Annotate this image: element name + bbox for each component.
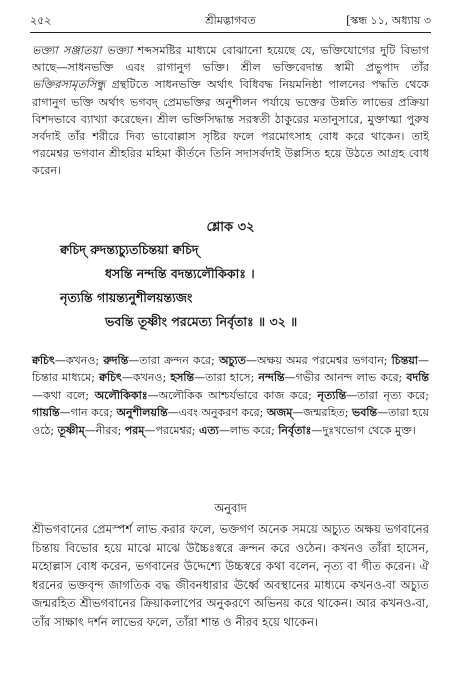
synonyms-block bbox=[32, 352, 429, 439]
synonym-meaning: —গান করে; bbox=[59, 406, 117, 420]
synonym-word: ভবন্তি bbox=[352, 406, 378, 420]
verse-line: ক্বচিদ্ রুদন্ত্যচ্যুতচিন্তয়া ক্বচিদ্ bbox=[60, 242, 199, 257]
header-rule bbox=[30, 32, 431, 33]
synonym-meaning: —পরমেশ্বর; bbox=[144, 423, 200, 437]
synonym-word: অলৌকিকাঃ bbox=[94, 388, 148, 402]
verse-line: ধসন্তি নন্দন্তি বদন্ত্যলৌকিকাঃ । bbox=[105, 266, 255, 281]
synonym-word: অচ্যুত bbox=[219, 354, 246, 367]
synonym-entry bbox=[99, 371, 170, 384]
synonym-meaning: —অক্ষয় অমর পরমেশ্বর ভগবান; bbox=[245, 354, 392, 367]
translation-paragraph bbox=[32, 520, 429, 632]
verse-title: শ্লোক ৩২ bbox=[206, 220, 255, 235]
chapter-reference: [স্কন্ধ ১১, অধ্যায় ৩ bbox=[346, 14, 431, 27]
synonym-entry bbox=[58, 424, 125, 437]
synonym-entry bbox=[117, 406, 267, 419]
synonym-word: পরম্ bbox=[124, 423, 145, 437]
synonym-meaning: —তারা হয়ে ওঠে; bbox=[32, 406, 429, 437]
synonym-entry bbox=[278, 424, 415, 437]
running-title: শ্রীমদ্ভাগবত bbox=[205, 14, 256, 27]
verse-line: ভবন্তি তূষ্ণীং পরমেত্য নির্বৃতাঃ ॥ ৩২ ॥ bbox=[105, 314, 298, 329]
sanskrit-verse bbox=[60, 238, 421, 334]
synonym-word: অজম্ bbox=[266, 406, 293, 420]
synonym-entry bbox=[103, 354, 219, 367]
synonym-meaning: —তারা নৃত্য করে; bbox=[346, 388, 430, 402]
synonym-word: চিন্তয়া bbox=[391, 354, 418, 367]
synonym-meaning: —গভীর আনন্দ লাভ করে; bbox=[284, 371, 407, 385]
synonym-meaning: —এবং অনুকরণ করে; bbox=[167, 406, 267, 420]
synonym-entry bbox=[267, 406, 352, 419]
synonym-meaning: —অলৌকিক আশ্চর্যভাবে কাজ করে; bbox=[147, 388, 318, 402]
synonym-entry bbox=[258, 371, 406, 384]
synonym-word: নন্দন্তি bbox=[258, 371, 285, 385]
purport-text-1: শব্দসমষ্টির মাধ্যমে বোঝানো হয়েছে যে, ভক্তিযোগের দুটি বিভাগ আছে—সাধনভক্তি এবং রাগানুগ ভক্তি। শ্রীল ভক্তিবেদান্ত স্বামী প্রভুপাদ তাঁর bbox=[32, 44, 429, 75]
translation-title: অনুবাদ bbox=[214, 501, 247, 515]
synonym-meaning: —চিন্তার মাধ্যমে; bbox=[32, 354, 429, 385]
synonym-entry bbox=[95, 389, 318, 402]
synonym-entry bbox=[32, 354, 103, 367]
synonym-meaning: —জন্মরহিত; bbox=[292, 406, 353, 420]
synonym-word: হসন্তি bbox=[170, 371, 195, 385]
synonym-word: বদন্তি bbox=[406, 371, 429, 385]
synonyms-paragraph bbox=[32, 352, 429, 439]
synonym-entry bbox=[170, 371, 258, 384]
purport-text-2: গ্রন্থটিতে সাধনভক্তি অর্থাৎ বিধিবদ্ধ নিয়মনিষ্ঠা পালনের পদ্ধতি থেকে রাগানুগ ভক্তি অর্থাৎ ভগবদ্ প্রেমভক্তির অনুশীলন পর্যায়ে ভক্তের উন্নতি লাভের প্রক্রিয়া বিশদভাবে ব্যাখ্যা করেছেন। শ্রীল ভক্তিসিদ্ধান্ত সরস্বতী ঠাকুরের মতানুসারে, মুক্তাত্মা পুরুষ সর্বদাই তাঁর শরীরে দিব্য ভাবোল্লাস সৃষ্টির ফলে পরমোৎসাহ বোধ করে থাকেন। তাই পরমেশ্বর ভগবান শ্রীহরির মহিমা কীর্তনে তিনি সদাসর্বদাই উল্লসিত হয়ে উঠতে আগ্রহ বোধ করেন। bbox=[32, 78, 429, 178]
synonym-meaning: —দুঃখভোগ থেকে মুক্ত। bbox=[311, 423, 416, 437]
page-header bbox=[30, 12, 431, 30]
purport-phrase: ভক্ত্যা সঞ্জাতয়া ভক্ত্যা bbox=[32, 44, 133, 57]
synonym-meaning: —কখনও; bbox=[54, 354, 104, 367]
synonym-meaning: —কখনও; bbox=[121, 371, 171, 385]
synonym-meaning: —কথা বলে; bbox=[32, 388, 95, 402]
synonym-entry bbox=[199, 424, 278, 437]
synonym-meaning: —তারা হাসে; bbox=[194, 371, 259, 385]
synonym-meaning: —তারা ক্রন্দন করে; bbox=[128, 354, 220, 367]
synonym-word: নির্বৃতাঃ bbox=[278, 423, 312, 437]
translation-text: শ্রীভগবানের প্রেমস্পর্শ লাভ করার ফলে, ভক্তগণ অনেক সময়ে অচ্যুত অক্ষয় ভগবানের চিন্তায় বিভোর হয়ে মাঝে মাঝে উচ্চৈঃস্বরে ক্রন্দন করে ওঠেন। কখনও তাঁরা হাসেন, মহোল্লাস বোধ করেন, ভগবানের উদ্দেশ্যে উচ্চস্বরে কথা বলেন, নৃত্য বা গীত করেন। ঐ ধরনের ভক্তবৃন্দ জাগতিক বদ্ধ জীবনধারার ঊর্ধ্বে অবস্থানের মাধ্যমে কখনও-বা অচ্যুত জন্মরহিত শ্রীভগবানের ক্রিয়াকলাপের অনুকরণে অভিনয় করে থাকেন। আর কখনও-বা, তাঁর সাক্ষাৎ দর্শন লাভের ফলে, তাঁরা শান্ত ও নীরব হয়ে থাকেন। bbox=[32, 522, 429, 629]
synonym-word: ক্বচিৎ bbox=[32, 354, 55, 367]
synonym-word: ক্বচিৎ bbox=[99, 371, 122, 385]
synonym-word: এত্য bbox=[199, 423, 219, 437]
synonym-word: অনুশীলয়ন্তি bbox=[116, 406, 168, 420]
synonym-entry bbox=[125, 424, 199, 437]
synonym-word: তূষ্ণীম্ bbox=[57, 423, 85, 437]
purport-paragraph bbox=[32, 42, 429, 180]
synonym-entry bbox=[32, 406, 117, 419]
synonym-meaning: —লাভ করে; bbox=[218, 423, 279, 437]
synonym-word: গায়ন্তি bbox=[32, 406, 60, 420]
purport-book-title: ভক্তিরসামৃতসিন্ধু bbox=[32, 78, 106, 92]
page-number: ২৫২ bbox=[30, 14, 52, 27]
synonym-word: নৃত্যন্তি bbox=[317, 388, 347, 402]
synonym-word: রুদন্তি bbox=[103, 354, 129, 367]
synonym-entry bbox=[317, 389, 429, 402]
synonym-entry bbox=[219, 354, 392, 367]
synonym-meaning: —নীরব; bbox=[84, 423, 125, 437]
verse-line: নৃত্যন্তি গায়ন্ত্যনুশীলয়ন্ত্যজং bbox=[60, 290, 193, 305]
